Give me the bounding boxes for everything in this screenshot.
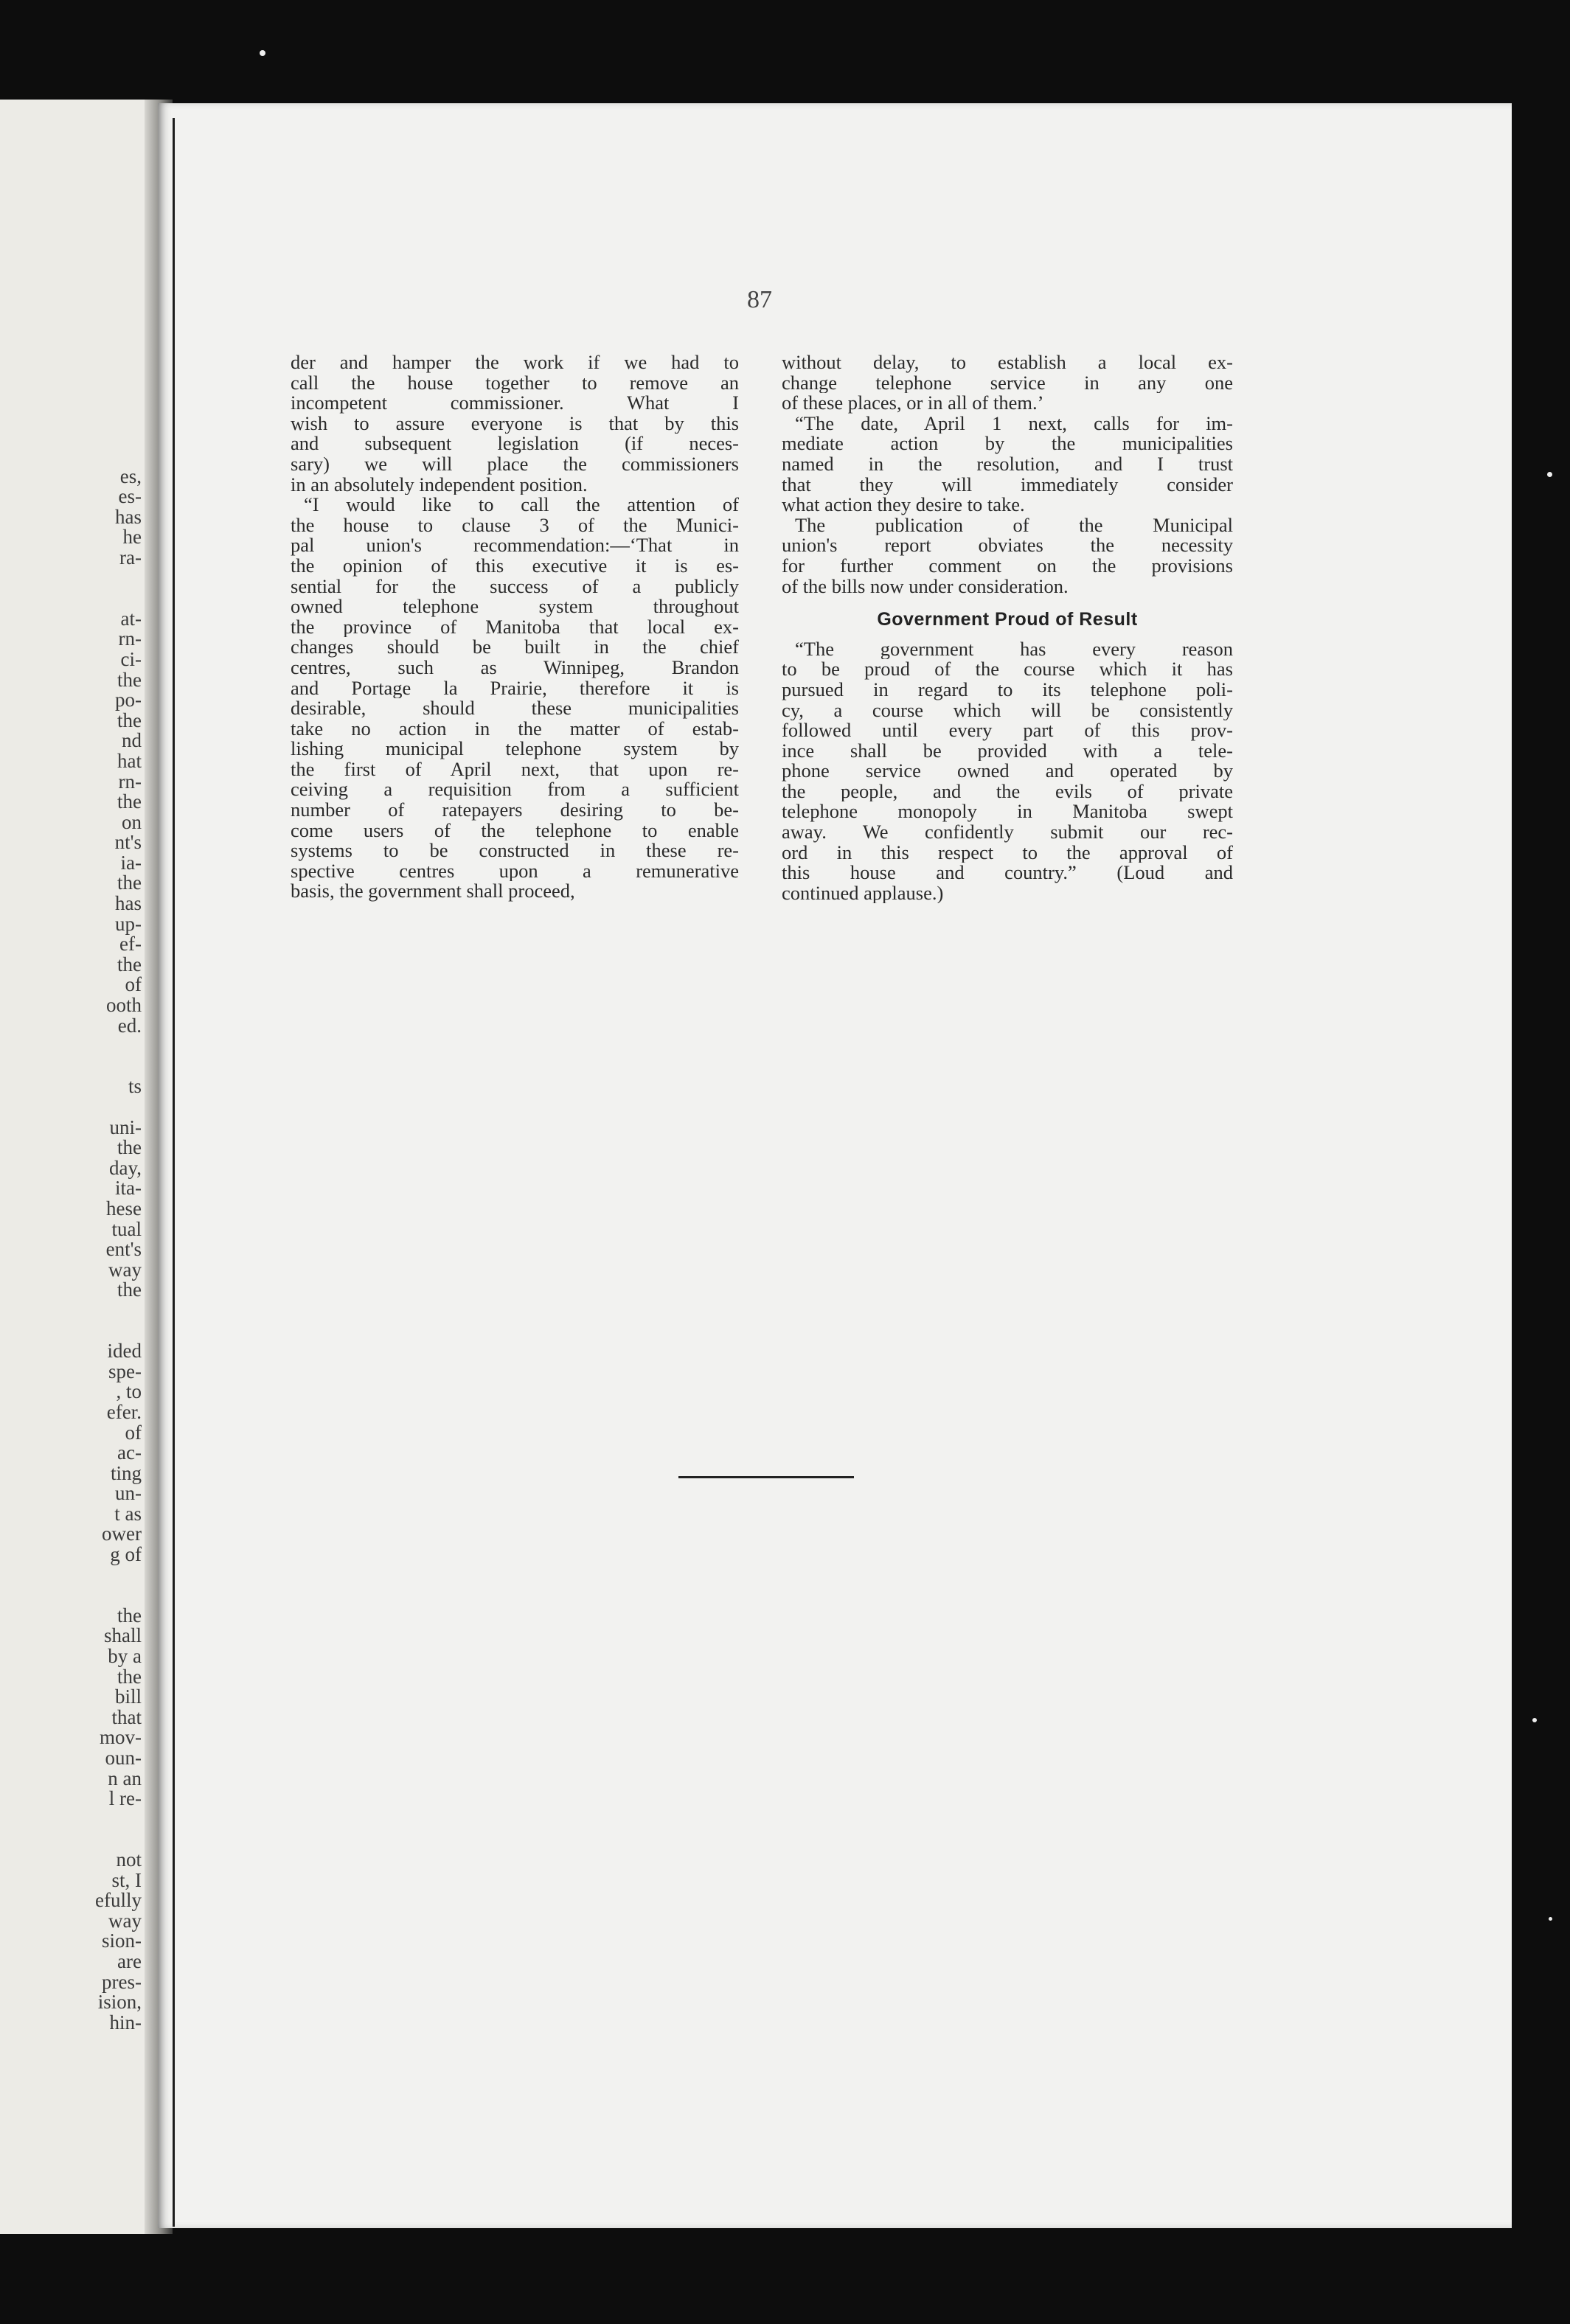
previous-page-line: rn- <box>118 770 142 793</box>
text-line: take no action in the matter of estab- <box>291 718 739 740</box>
previous-page-line <box>16 1097 142 1118</box>
end-rule <box>678 1476 854 1478</box>
text-line: the opinion of this executive it is es- <box>291 555 739 577</box>
previous-page-line <box>16 1565 142 1586</box>
text-line: the province of Manitoba that local ex- <box>291 616 739 638</box>
previous-page-line: nd <box>122 729 142 752</box>
previous-page-line: , to <box>116 1380 142 1403</box>
text-line: of these places, or in all of them.’ <box>782 393 1044 414</box>
page-binding-edge <box>173 118 184 2227</box>
previous-page-line: day, <box>109 1156 142 1179</box>
text-line: and Portage la Prairie, therefore it is <box>291 678 739 699</box>
previous-page-line: tual <box>111 1217 142 1240</box>
section-heading: Government Proud of Result <box>877 609 1138 630</box>
previous-page-line: ts <box>128 1075 142 1098</box>
previous-page-line: n an <box>108 1767 142 1789</box>
previous-page-line: st, I <box>111 1868 142 1891</box>
previous-page-line: not <box>116 1848 142 1871</box>
text-line: pal union's recommendation:—‘That in <box>291 535 739 556</box>
right-column-bottom-text <box>782 639 1233 904</box>
text-line: away. We confidently submit our rec- <box>782 822 1233 843</box>
page-number: 87 <box>747 286 772 313</box>
previous-page-line: the <box>117 1665 142 1688</box>
dust-speck <box>1532 1718 1537 1722</box>
text-line: “The government has every reason <box>795 639 1233 660</box>
previous-page-line: has <box>115 892 142 915</box>
text-line: the first of April next, that upon re- <box>291 759 739 780</box>
text-line: incompetent commissioner. What I <box>291 393 739 414</box>
previous-page-line <box>16 1057 142 1077</box>
text-line: “I would like to call the attention of <box>304 495 739 515</box>
text-line: wish to assure everyone is that by this <box>291 413 739 434</box>
previous-page-line: ac- <box>117 1441 142 1464</box>
text-line: without delay, to establish a local ex- <box>782 352 1233 373</box>
previous-page-line: hin- <box>109 2011 142 2034</box>
text-line: to be proud of the course which it has <box>782 659 1233 680</box>
previous-page-line: rn- <box>118 627 142 650</box>
text-line: pursued in regard to its telephone poli- <box>782 679 1233 700</box>
previous-page-line: the <box>117 1136 142 1159</box>
text-line: telephone monopoly in Manitoba swept <box>782 801 1233 823</box>
text-line: named in the resolution, and I trust <box>782 453 1233 475</box>
previous-page-line <box>16 1829 142 1850</box>
text-line: in an absolutely independent position. <box>291 474 588 495</box>
previous-page-line <box>16 1321 142 1342</box>
previous-page-line: ra- <box>119 546 142 568</box>
text-line: of the bills now under consideration. <box>782 576 1069 597</box>
previous-page-line <box>16 1036 142 1057</box>
previous-page-line <box>16 1585 142 1606</box>
text-line: what action they desire to take. <box>782 495 1025 515</box>
text-line: union's report obviates the necessity <box>782 535 1233 556</box>
previous-page-line: hese <box>106 1197 142 1220</box>
text-line: basis, the government shall proceed, <box>291 881 575 902</box>
previous-page-line: ia- <box>120 851 142 874</box>
text-line: the house to clause 3 of the Munici- <box>291 515 739 536</box>
text-line: for further comment on the provisions <box>782 555 1233 577</box>
previous-page-line: mov- <box>100 1726 142 1749</box>
text-line: number of ratepayers desiring to be- <box>291 800 739 821</box>
previous-page-line: es, <box>119 465 142 487</box>
previous-page-line: efully <box>95 1889 142 1912</box>
previous-page-line: the <box>117 872 142 894</box>
previous-page-text <box>16 446 142 2033</box>
previous-page-line: ision, <box>97 1991 142 2014</box>
previous-page-line: of <box>125 1421 142 1444</box>
previous-page-line: es- <box>118 485 142 508</box>
previous-page-line <box>16 1809 142 1830</box>
text-line: systems to be constructed in these re- <box>291 841 739 861</box>
previous-page-line: spe- <box>108 1360 142 1382</box>
previous-page-line <box>16 446 142 467</box>
previous-page-line: t as <box>114 1502 142 1525</box>
previous-page-line: efer. <box>106 1400 142 1423</box>
previous-page-line: g of <box>110 1543 142 1566</box>
previous-page-line: ooth <box>105 994 142 1017</box>
text-line: that they will immediately consider <box>782 474 1233 495</box>
previous-page-line: uni- <box>109 1116 142 1138</box>
text-line: come users of the telephone to enable <box>291 820 739 841</box>
previous-page-line: nt's <box>114 831 142 854</box>
text-line: desirable, should these municipalities <box>291 698 739 719</box>
previous-page-line: shall <box>104 1624 142 1647</box>
previous-page-line: ita- <box>115 1177 142 1200</box>
text-line: ince shall be provided with a tele- <box>782 740 1233 762</box>
previous-page-line: ower <box>102 1523 142 1545</box>
text-line: sential for the success of a publicly <box>291 576 739 597</box>
previous-page-line: the <box>117 1604 142 1627</box>
previous-page-line <box>16 568 142 589</box>
text-line: der and hamper the work if we had to <box>291 352 739 373</box>
previous-page-line: the <box>117 790 142 813</box>
previous-page-line: ef- <box>119 933 142 956</box>
text-line: “The date, April 1 next, calls for im- <box>795 413 1233 434</box>
text-line: continued applause.) <box>782 883 944 904</box>
previous-page-line: of <box>125 973 142 996</box>
dust-speck <box>1549 1917 1552 1921</box>
text-line: ord in this respect to the approval of <box>782 842 1233 863</box>
previous-page-line: the <box>117 668 142 691</box>
previous-page-line: on <box>122 810 142 833</box>
dust-speck <box>260 50 265 56</box>
text-line: this house and country.” (Loud and <box>782 863 1233 883</box>
text-line: spective centres upon a remunerative <box>291 860 739 882</box>
previous-page-line: way <box>108 1258 142 1281</box>
right-column <box>782 352 1233 903</box>
text-line: mediate action by the municipalities <box>782 434 1233 454</box>
previous-page-line: pres- <box>102 1970 142 1993</box>
right-column-top-text <box>782 352 1233 596</box>
previous-page-line: ting <box>110 1461 142 1484</box>
previous-page-line: way <box>108 1909 142 1932</box>
previous-page-line: ed. <box>117 1014 142 1037</box>
previous-page-line: are <box>117 1949 142 1972</box>
previous-page-line: he <box>122 526 142 549</box>
previous-page-line: the <box>117 953 142 975</box>
previous-page-line: the <box>117 1278 142 1301</box>
previous-page-line: up- <box>115 912 142 935</box>
text-line: ceiving a requisition from a sufficient <box>291 779 739 801</box>
text-line: followed until every part of this prov- <box>782 720 1233 741</box>
previous-page-line: bill <box>114 1685 142 1708</box>
previous-page-line <box>16 588 142 609</box>
previous-page-line <box>16 1301 142 1321</box>
left-column <box>291 352 739 902</box>
text-line: owned telephone system throughout <box>291 596 739 617</box>
text-line: call the house together to remove an <box>291 372 739 394</box>
previous-page-line: ci- <box>120 647 142 670</box>
text-line: and subsequent legislation (if neces- <box>291 434 739 454</box>
text-line: The publication of the Municipal <box>795 515 1233 536</box>
previous-page-line: that <box>111 1705 142 1728</box>
previous-page-line: po- <box>115 689 142 712</box>
previous-page-line: by a <box>108 1645 142 1668</box>
previous-page-line: ided <box>107 1340 142 1363</box>
previous-page-line: has <box>115 505 142 528</box>
previous-page-line: sion- <box>102 1930 142 1952</box>
text-line: centres, such as Winnipeg, Brandon <box>291 657 739 678</box>
text-line: change telephone service in any one <box>782 372 1233 394</box>
text-line: phone service owned and operated by <box>782 761 1233 782</box>
text-line: changes should be built in the chief <box>291 637 739 658</box>
previous-page-line: hat <box>117 749 142 772</box>
previous-page-line: ent's <box>105 1238 142 1261</box>
previous-page-line: un- <box>115 1482 142 1505</box>
text-line: sary) we will place the commissioners <box>291 453 739 475</box>
text-line: the people, and the evils of private <box>782 781 1233 802</box>
dust-speck <box>1547 472 1552 477</box>
text-line: lishing municipal telephone system by <box>291 739 739 759</box>
previous-page-line: l re- <box>108 1787 142 1810</box>
previous-page-line: the <box>117 709 142 731</box>
previous-page-line: at- <box>120 607 142 630</box>
previous-page-line: oun- <box>105 1747 142 1769</box>
text-line: cy, a course which will be consistently <box>782 700 1233 721</box>
